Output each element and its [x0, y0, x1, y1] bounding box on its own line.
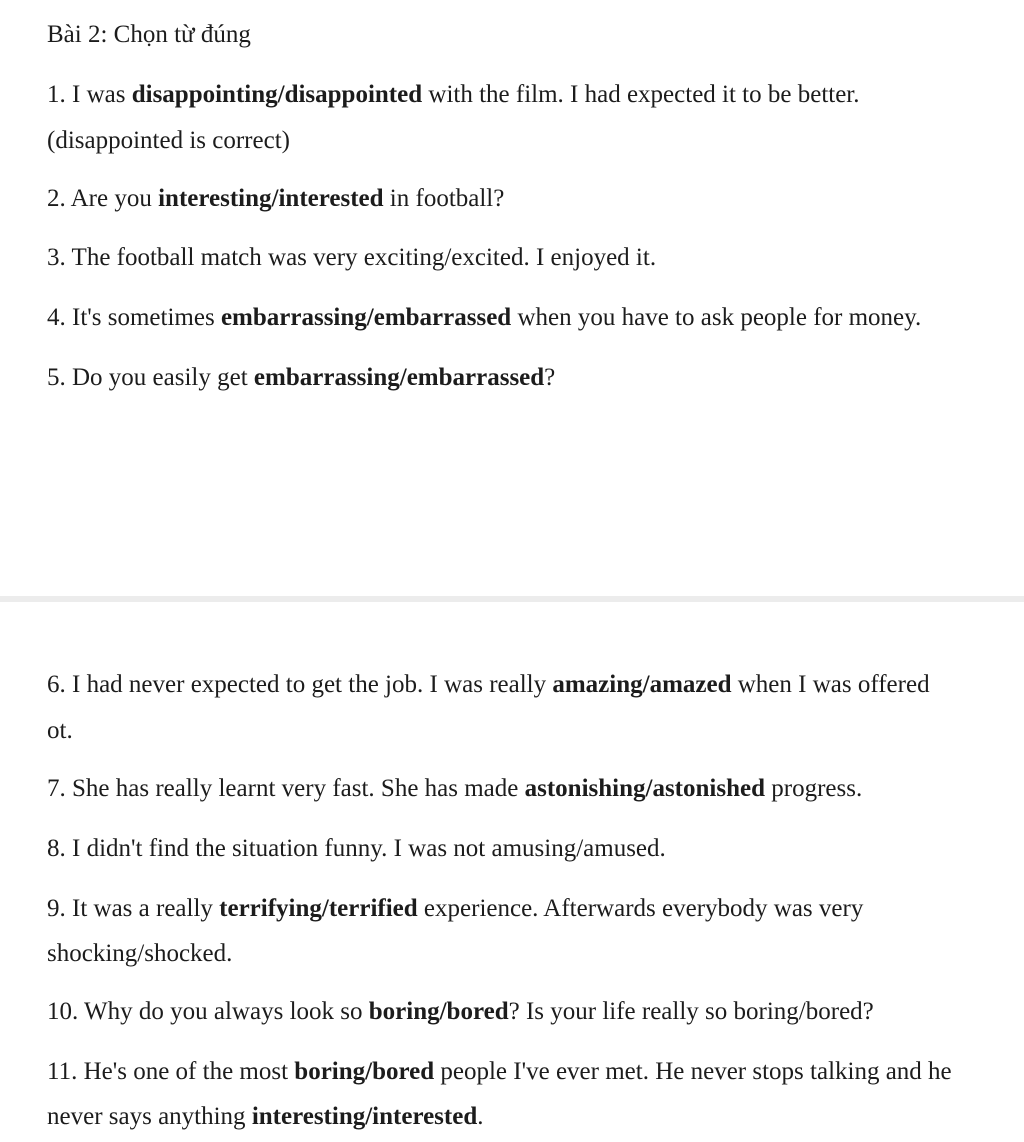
question-4-prefix: 4. It's sometimes [47, 304, 221, 331]
question-9-suffix: experience. Afterwards everybody was very [417, 895, 864, 922]
question-6-prefix: 6. I had never expected to get the job. I was really [47, 671, 553, 698]
question-6-continuation: ot. [47, 717, 73, 744]
question-3: 3. The football match was very exciting/excited. I enjoyed it. [47, 244, 657, 271]
question-7-choice: astonishing/astonished [524, 775, 765, 802]
question-6-suffix: when I was offered [731, 671, 930, 698]
question-1-suffix: with the film. I had expected it to be better. [422, 81, 860, 108]
question-9-choice: terrifying/terrified [219, 895, 418, 922]
exercise-title: Bài 2: Chọn từ đúng [47, 21, 251, 48]
question-10 [47, 995, 874, 1029]
question-4 [47, 301, 921, 335]
question-2-choice: interesting/interested [158, 185, 384, 212]
question-11-line2-choice: interesting/interested [251, 1103, 478, 1130]
question-7 [47, 772, 862, 806]
question-9 [47, 892, 863, 926]
question-5-prefix: 5. Do you easily get [47, 364, 254, 391]
question-5 [47, 361, 555, 395]
question-1 [47, 78, 860, 112]
question-5-choice: embarrassing/embarrassed [253, 364, 545, 391]
question-11-continuation [47, 1100, 484, 1134]
question-11 [47, 1055, 952, 1089]
question-2-prefix: 2. Are you [47, 185, 159, 212]
question-11-suffix: people I've ever met. He never stops talking and he [434, 1058, 952, 1085]
question-9-continuation: shocking/shocked. [47, 940, 233, 967]
question-1-note: (disappointed is correct) [47, 127, 290, 154]
question-11-line2-suffix: . [477, 1103, 484, 1130]
document-page-bottom [0, 602, 1024, 1142]
question-5-suffix: ? [544, 364, 556, 391]
question-11-line2-prefix: never says anything [47, 1103, 252, 1130]
question-9-prefix: 9. It was a really [47, 895, 220, 922]
question-10-suffix: ? Is your life really so boring/bored? [508, 998, 874, 1025]
question-6 [47, 668, 930, 702]
question-1-choice: disappointing/disappointed [131, 81, 423, 108]
question-10-prefix: 10. Why do you always look so [47, 998, 369, 1025]
question-7-suffix: progress. [765, 775, 863, 802]
question-1-prefix: 1. I was [47, 81, 132, 108]
question-2-suffix: in football? [383, 185, 505, 212]
question-7-prefix: 7. She has really learnt very fast. She has made [47, 775, 525, 802]
question-8: 8. I didn't find the situation funny. I was not amusing/amused. [47, 835, 666, 862]
question-10-choice: boring/bored [368, 998, 509, 1025]
question-11-prefix: 11. He's one of the most [47, 1058, 295, 1085]
question-11-choice: boring/bored [294, 1058, 435, 1085]
question-4-choice: embarrassing/embarrassed [220, 304, 512, 331]
question-6-choice: amazing/amazed [552, 671, 732, 698]
question-4-suffix: when you have to ask people for money. [511, 304, 922, 331]
question-2 [47, 182, 504, 216]
